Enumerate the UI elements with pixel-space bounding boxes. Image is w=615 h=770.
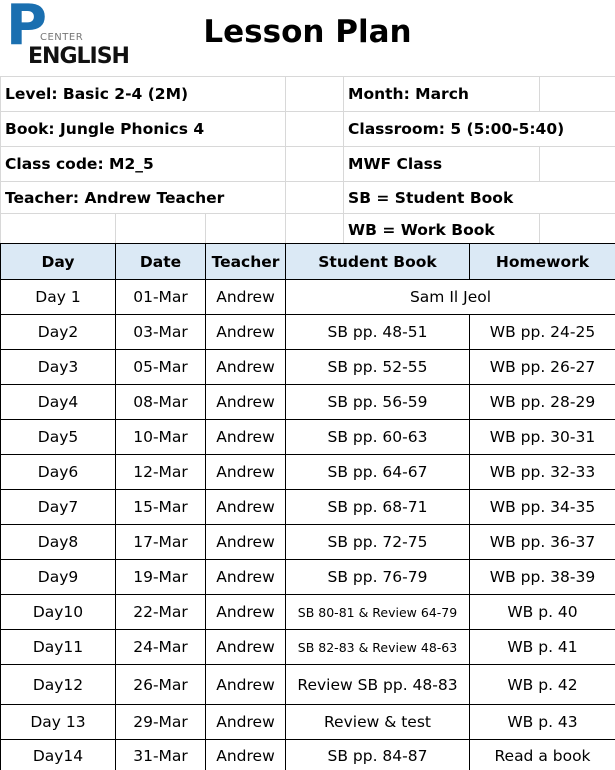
homework-cell: WB pp. 38-39	[470, 560, 615, 595]
level-cell: Level: Basic 2-4 (2M)	[1, 77, 286, 112]
page-title: Lesson Plan	[203, 14, 412, 50]
student-book-cell: SB pp. 76-79	[286, 560, 470, 595]
date-cell: 15-Mar	[116, 490, 206, 525]
day-cell: Day4	[1, 385, 116, 420]
empty-cell	[286, 182, 344, 214]
teacher-cell: Andrew	[206, 490, 286, 525]
info-row	[1, 112, 615, 147]
info-row	[1, 182, 615, 214]
date-cell: 03-Mar	[116, 315, 206, 350]
table-row	[1, 315, 615, 350]
teacher-cell: Andrew	[206, 665, 286, 705]
date-cell: 05-Mar	[116, 350, 206, 385]
teacher-cell: Andrew	[206, 525, 286, 560]
empty-cell	[540, 214, 615, 246]
date-cell: 24-Mar	[116, 630, 206, 665]
student-book-cell: SB pp. 48-51	[286, 315, 470, 350]
class-info-table	[0, 76, 615, 246]
student-book-cell: SB pp. 84-87	[286, 740, 470, 770]
page-header	[0, 0, 615, 76]
teacher-cell: Andrew	[206, 740, 286, 770]
teacher-cell: Andrew	[206, 455, 286, 490]
student-book-cell: Review & test	[286, 705, 470, 740]
empty-cell	[286, 112, 344, 147]
info-row	[1, 147, 615, 182]
teacher-cell: Andrew	[206, 385, 286, 420]
table-row	[1, 280, 615, 315]
homework-cell: WB p. 43	[470, 705, 615, 740]
day-cell: Day3	[1, 350, 116, 385]
student-book-cell: SB pp. 52-55	[286, 350, 470, 385]
date-cell: 08-Mar	[116, 385, 206, 420]
sb-legend-cell: SB = Student Book	[344, 182, 615, 214]
date-cell: 12-Mar	[116, 455, 206, 490]
table-row	[1, 455, 615, 490]
empty-cell	[1, 214, 116, 246]
day-cell: Day9	[1, 560, 116, 595]
homework-cell: WB pp. 30-31	[470, 420, 615, 455]
student-book-cell: SB pp. 68-71	[286, 490, 470, 525]
date-cell: 01-Mar	[116, 280, 206, 315]
homework-cell: WB pp. 32-33	[470, 455, 615, 490]
month-cell: Month: March	[344, 77, 540, 112]
table-row	[1, 420, 615, 455]
homework-cell: WB pp. 34-35	[470, 490, 615, 525]
column-header-student-book: Student Book	[286, 244, 470, 280]
empty-cell	[116, 214, 206, 246]
info-row	[1, 77, 615, 112]
day-cell: Day11	[1, 630, 116, 665]
column-header-day: Day	[1, 244, 116, 280]
teacher-cell: Andrew	[206, 595, 286, 630]
empty-cell	[206, 214, 286, 246]
table-row	[1, 560, 615, 595]
student-book-cell: Review SB pp. 48-83	[286, 665, 470, 705]
day-cell: Day 1	[1, 280, 116, 315]
day-cell: Day8	[1, 525, 116, 560]
day-cell: Day 13	[1, 705, 116, 740]
date-cell: 29-Mar	[116, 705, 206, 740]
classroom-cell: Classroom: 5 (5:00-5:40)	[344, 112, 615, 147]
homework-cell: WB pp. 26-27	[470, 350, 615, 385]
day-cell: Day10	[1, 595, 116, 630]
student-book-cell: SB 82-83 & Review 48-63	[286, 630, 470, 665]
teacher-cell: Andrew	[206, 630, 286, 665]
table-row	[1, 490, 615, 525]
date-cell: 26-Mar	[116, 665, 206, 705]
teacher-cell: Andrew	[206, 705, 286, 740]
class-code-cell: Class code: M2_5	[1, 147, 286, 182]
teacher-cell: Andrew	[206, 420, 286, 455]
table-row	[1, 385, 615, 420]
table-row	[1, 665, 615, 705]
teacher-cell: Andrew	[206, 560, 286, 595]
homework-cell: WB pp. 36-37	[470, 525, 615, 560]
student-book-cell: SB pp. 72-75	[286, 525, 470, 560]
homework-cell: WB p. 40	[470, 595, 615, 630]
table-header-row	[1, 244, 615, 280]
empty-cell	[286, 214, 344, 246]
homework-cell: WB p. 42	[470, 665, 615, 705]
teacher-cell: Andrew	[206, 280, 286, 315]
homework-cell: WB p. 41	[470, 630, 615, 665]
holiday-cell: Sam Il Jeol	[286, 280, 615, 315]
date-cell: 17-Mar	[116, 525, 206, 560]
logo-letter: P	[6, 0, 48, 58]
logo-main-text: ENGLISH	[28, 44, 129, 69]
teacher-cell: Andrew	[206, 315, 286, 350]
homework-cell: Read a book	[470, 740, 615, 770]
teacher-cell: Andrew	[206, 350, 286, 385]
day-cell: Day2	[1, 315, 116, 350]
book-cell: Book: Jungle Phonics 4	[1, 112, 286, 147]
homework-cell: WB pp. 24-25	[470, 315, 615, 350]
date-cell: 22-Mar	[116, 595, 206, 630]
student-book-cell: SB 80-81 & Review 64-79	[286, 595, 470, 630]
day-cell: Day14	[1, 740, 116, 770]
empty-cell	[286, 147, 344, 182]
logo-small-text: CENTER	[40, 32, 84, 43]
teacher-cell: Teacher: Andrew Teacher	[1, 182, 286, 214]
lesson-plan-table	[0, 243, 615, 770]
date-cell: 31-Mar	[116, 740, 206, 770]
date-cell: 19-Mar	[116, 560, 206, 595]
column-header-teacher: Teacher	[206, 244, 286, 280]
empty-cell	[540, 77, 615, 112]
column-header-homework: Homework	[470, 244, 615, 280]
class-type-cell: MWF Class	[344, 147, 540, 182]
table-row	[1, 740, 615, 770]
day-cell: Day6	[1, 455, 116, 490]
wb-legend-cell: WB = Work Book	[344, 214, 540, 246]
empty-cell	[540, 147, 615, 182]
table-row	[1, 705, 615, 740]
empty-cell	[286, 77, 344, 112]
student-book-cell: SB pp. 60-63	[286, 420, 470, 455]
table-row	[1, 525, 615, 560]
date-cell: 10-Mar	[116, 420, 206, 455]
student-book-cell: SB pp. 64-67	[286, 455, 470, 490]
day-cell: Day5	[1, 420, 116, 455]
student-book-cell: SB pp. 56-59	[286, 385, 470, 420]
table-row	[1, 595, 615, 630]
info-row	[1, 214, 615, 246]
column-header-date: Date	[116, 244, 206, 280]
day-cell: Day12	[1, 665, 116, 705]
table-row	[1, 630, 615, 665]
table-row	[1, 350, 615, 385]
day-cell: Day7	[1, 490, 116, 525]
homework-cell: WB pp. 28-29	[470, 385, 615, 420]
